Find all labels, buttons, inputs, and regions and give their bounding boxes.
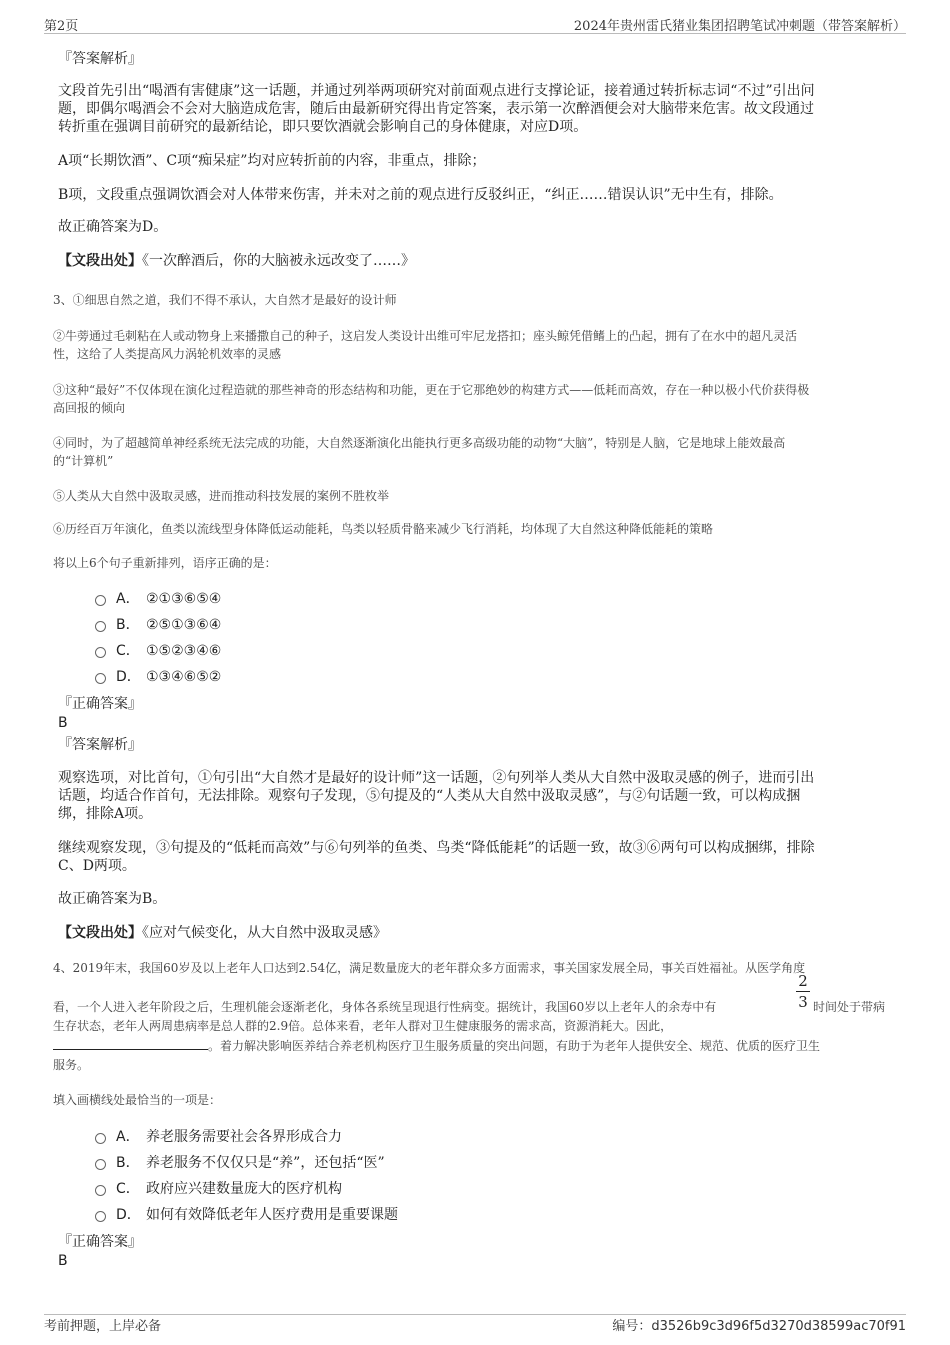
q4-answer-label: 『正确答案』: [58, 1234, 142, 1250]
radio-icon[interactable]: [95, 1159, 106, 1170]
option-letter: D．: [116, 669, 141, 685]
option-text: 如何有效降低老年人医疗费用是重要课题: [146, 1207, 398, 1223]
option-text: ①⑤②③④⑥: [146, 643, 222, 659]
text-line: 题，即偶尔喝酒会不会对大脑造成危害，随后由最新研究得出肯定答案，表示第一次醉酒便会对大脑带来危害。故文段通过: [58, 101, 814, 117]
q4-line-1: 4、2019年末，我国60岁及以上老年人口达到2.54亿，满足数量庞大的老年群众多方面需求，事关国家发展全局，事关百姓福祉。从医学角度: [53, 961, 806, 975]
q4-prompt: 填入画横线处最恰当的一项是：: [53, 1093, 222, 1107]
option-letter: C．: [116, 1181, 140, 1197]
q3-prompt: 将以上6个句子重新排列，语序正确的是：: [53, 556, 277, 570]
option-letter: B．: [116, 617, 140, 633]
q3-sentence-3: [53, 381, 903, 417]
q3-analysis-p2: [58, 839, 898, 875]
fraction-denominator: 3: [798, 993, 808, 1011]
source-label: 【文段出处】: [58, 253, 142, 269]
option-letter: C．: [116, 643, 140, 659]
page-number: 第2页: [44, 19, 79, 34]
q3-answer-label: 『正确答案』: [58, 696, 142, 712]
q3-sentence-2: [53, 327, 903, 363]
q4-line-2-end: 时间处于带病: [813, 1000, 886, 1014]
q3-option-b[interactable]: [95, 616, 221, 634]
fraction-numerator: 2: [798, 972, 808, 990]
text-line: 的“计算机”: [53, 454, 114, 468]
option-letter: A．: [116, 1129, 140, 1145]
q3-conclusion: 故正确答案为B。: [58, 891, 167, 907]
q2-analysis-p1: [58, 82, 898, 136]
q4-line-5: 服务。: [53, 1058, 90, 1072]
q4-option-d[interactable]: [95, 1206, 398, 1224]
radio-icon[interactable]: [95, 1133, 106, 1144]
fraction-bar: [796, 991, 810, 992]
radio-icon[interactable]: [95, 1211, 106, 1222]
option-text: 养老服务需要社会各界形成合力: [146, 1129, 342, 1145]
text-segment: 看，一个人进入老年阶段之后，生理机能会逐渐老化，身体各系统呈现退行性病变。据统计，我国60岁以上老年人的余寿中有: [53, 1000, 717, 1014]
source-text: 《一次醉酒后，你的大脑被永远改变了……》: [142, 253, 415, 269]
text-line: 话题，均适合作首句，无法排除。观察句子发现，⑤句提及的“人类从大自然中汲取灵感”，与②句话题一致，可以构成捆: [58, 788, 801, 804]
q4-option-a[interactable]: [95, 1128, 342, 1146]
option-letter: A．: [116, 591, 140, 607]
page-header: [44, 15, 906, 34]
source-label: 【文段出处】: [58, 925, 142, 941]
source-text: 《应对气候变化，从大自然中汲取灵感》: [142, 925, 387, 941]
option-text: 养老服务不仅仅只是“养”，还包括“医”: [146, 1155, 385, 1171]
fraction-two-thirds: [796, 972, 810, 1011]
footer-slogan: 考前押题，上岸必备: [44, 1319, 162, 1334]
q4-line-3: 生存状态，老年人两周患病率是总人群的2.9倍。总体来看，老年人群对卫生健康服务的需求高，资源消耗大。因此，: [53, 1019, 673, 1033]
q2-analysis-p3: B项，文段重点强调饮酒会对人体带来伤害，并未对之前的观点进行反驳纠正，“纠正……错误认识”无中生有，排除。: [58, 187, 783, 203]
option-letter: B．: [116, 1155, 140, 1171]
option-text: ②①③⑥⑤④: [146, 591, 222, 607]
text-line: 继续观察发现，③句提及的“低耗而高效”与⑥句列举的鱼类、鸟类“降低能耗”的话题一致，故③⑥两句可以构成捆绑，排除: [58, 840, 815, 856]
q4-line-2: [53, 998, 716, 1016]
text-line: 高回报的倾向: [53, 401, 126, 415]
text-line: 观察选项，对比首句，①句引出“大自然才是最好的设计师”这一话题，②句列举人类从大自然中汲取灵感的例子，进而引出: [58, 770, 815, 786]
q3-answer: B: [58, 715, 68, 731]
option-text: ①③④⑥⑤②: [146, 669, 222, 685]
q2-source: [58, 252, 415, 270]
q3-option-d[interactable]: [95, 668, 221, 686]
q3-analysis-p1: [58, 769, 898, 823]
q4-option-c[interactable]: [95, 1180, 342, 1198]
q4-line-4: [53, 1037, 903, 1055]
text-line: 文段首先引出“喝酒有害健康”这一话题，并通过列举两项研究对前面观点进行支撑论证，接着通过转折标志词“不过”引出问: [58, 83, 815, 99]
text-line: ④同时，为了超越简单神经系统无法完成的功能，大自然逐渐演化出能执行更多高级功能的动物“大脑”，特别是人脑，它是地球上能效最高: [53, 436, 786, 450]
text-line: C、D两项。: [58, 858, 136, 874]
q3-analysis-label: 『答案解析』: [58, 737, 142, 753]
q3-sentence-1: 3、①细思自然之道，我们不得不承认，大自然才是最好的设计师: [53, 293, 397, 307]
q2-analysis-p2: A项“长期饮酒”、C项“痴呆症”均对应转折前的内容，非重点，排除；: [58, 153, 486, 169]
radio-icon[interactable]: [95, 595, 106, 606]
q3-option-c[interactable]: [95, 642, 221, 660]
text-line: ③这种“最好”不仅体现在演化过程造就的那些神奇的形态结构和功能，更在于它那绝妙的构建方式——低耗而高效，存在一种以极小代价获得极: [53, 383, 810, 397]
q4-answer: B: [58, 1253, 68, 1269]
document-code: [612, 1315, 906, 1334]
code-label: 编号：: [612, 1319, 652, 1334]
document-title: 2024年贵州雷氏猪业集团招聘笔试冲刺题（带答案解析）: [573, 19, 906, 34]
text-line: 转折重在强调目前研究的最新结论，即只要饮酒就会影响自己的身体健康，对应D项。: [58, 119, 588, 135]
q3-option-a[interactable]: [95, 590, 221, 608]
fill-in-blank: [53, 1037, 208, 1050]
code-value: d3526b9c3d96f5d3270d38599ac70f91: [651, 1319, 906, 1334]
option-text: ②⑤①③⑥④: [146, 617, 222, 633]
q3-sentence-6: ⑥历经百万年演化，鱼类以流线型身体降低运动能耗，鸟类以轻质骨骼来减少飞行消耗，均体现了大自然这种降低能耗的策略: [53, 522, 714, 536]
q3-source: [58, 924, 387, 942]
q2-analysis-label: 『答案解析』: [58, 51, 142, 67]
radio-icon[interactable]: [95, 647, 106, 658]
text-line: ②牛蒡通过毛刺粘在人或动物身上来播撒自己的种子，这启发人类设计出维可牢尼龙搭扣；座头鲸凭借鳍上的凸起，拥有了在水中的超凡灵活: [53, 329, 798, 343]
text-line: 性，这给了人类提高风力涡轮机效率的灵感: [53, 347, 282, 361]
radio-icon[interactable]: [95, 621, 106, 632]
q2-conclusion: 故正确答案为D。: [58, 219, 168, 235]
radio-icon[interactable]: [95, 673, 106, 684]
text-segment: 。着力解决影响医养结合养老机构医疗卫生服务质量的突出问题，有助于为老年人提供安全、规范、优质的医疗卫生: [208, 1039, 821, 1053]
q3-sentence-5: ⑤人类从大自然中汲取灵感，进而推动科技发展的案例不胜枚举: [53, 489, 390, 503]
text-line: 绑，排除A项。: [58, 806, 153, 822]
radio-icon[interactable]: [95, 1185, 106, 1196]
page-footer: [44, 1314, 906, 1334]
option-letter: D．: [116, 1207, 141, 1223]
q3-sentence-4: [53, 434, 903, 470]
q4-option-b[interactable]: [95, 1154, 385, 1172]
option-text: 政府应兴建数量庞大的医疗机构: [146, 1181, 342, 1197]
